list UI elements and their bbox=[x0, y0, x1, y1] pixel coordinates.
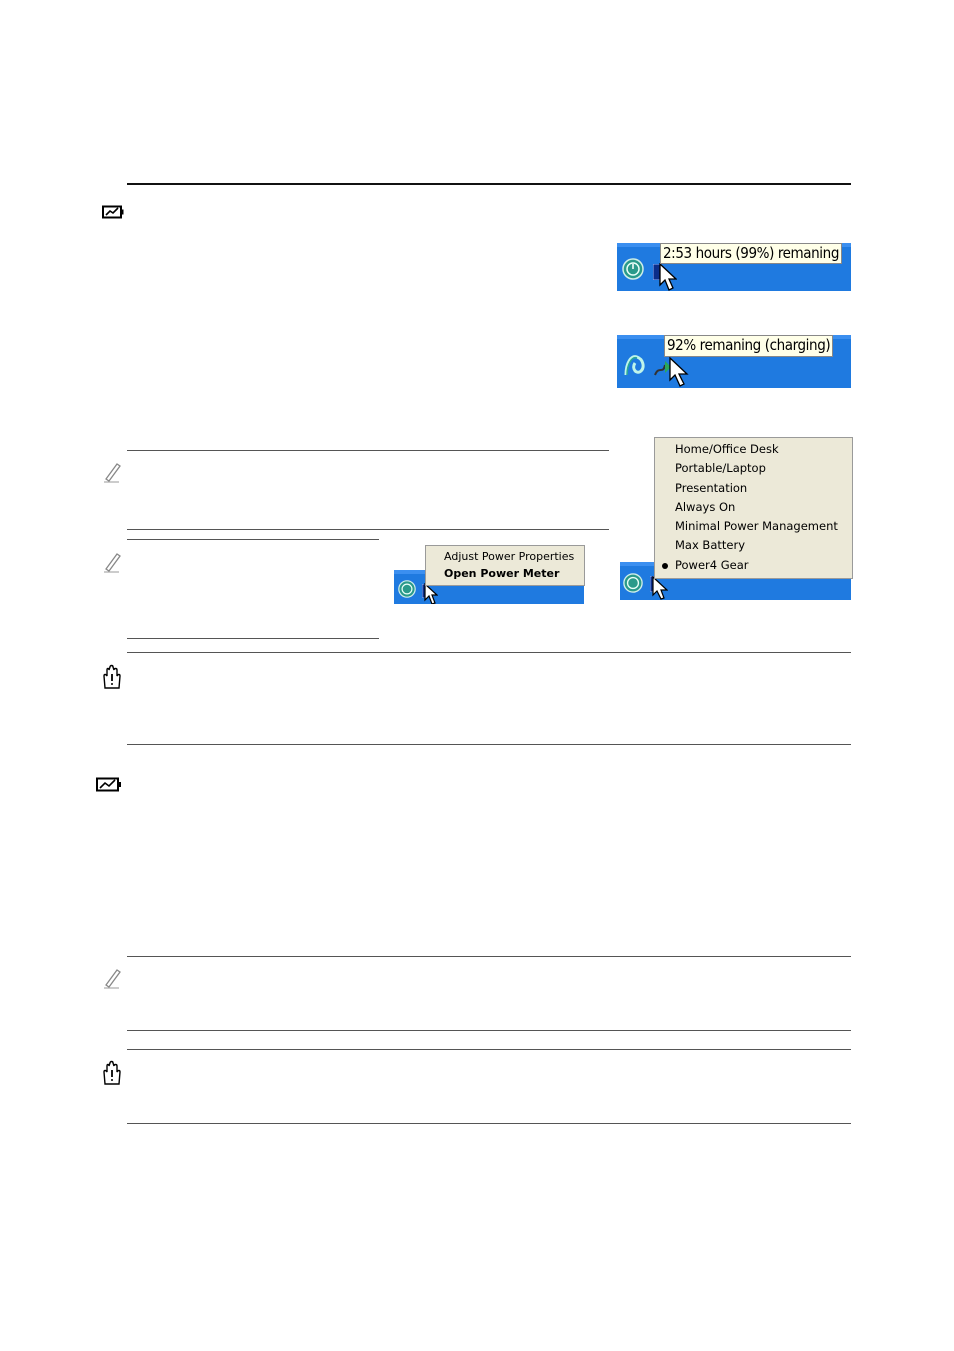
warning-hand-icon bbox=[100, 664, 124, 690]
note-bottom-rule bbox=[127, 529, 609, 530]
note-bottom-rule bbox=[127, 1030, 851, 1031]
menu-item-adjust-power-properties[interactable]: Adjust Power Properties bbox=[444, 550, 575, 563]
menu-item-home-office-desk[interactable]: Home/Office Desk bbox=[675, 442, 779, 456]
pen-note-icon bbox=[102, 967, 122, 989]
pen-note-icon bbox=[102, 461, 122, 483]
note-top-rule bbox=[127, 539, 379, 540]
menu-item-power4-gear[interactable] bbox=[655, 556, 852, 575]
warning-top-rule bbox=[127, 652, 851, 653]
mouse-cursor-icon bbox=[669, 357, 689, 387]
clock-tray-icon[interactable] bbox=[622, 258, 644, 280]
battery-icon bbox=[96, 777, 122, 792]
menu-item-open-power-meter[interactable]: Open Power Meter bbox=[444, 567, 560, 580]
menu-item-label: Power4 Gear bbox=[675, 557, 749, 572]
warning-hand-icon bbox=[100, 1060, 124, 1086]
warning-bottom-rule bbox=[127, 744, 851, 745]
power-context-menu bbox=[425, 545, 585, 586]
network-tray-icon[interactable] bbox=[623, 349, 649, 377]
charging-remaining-tooltip: 92% remaning (charging) bbox=[664, 335, 833, 357]
clock-tray-icon[interactable] bbox=[623, 573, 643, 593]
warning-bottom-rule bbox=[127, 1123, 851, 1124]
menu-item-presentation[interactable]: Presentation bbox=[675, 480, 748, 495]
clock-tray-icon[interactable] bbox=[398, 580, 416, 598]
battery-remaining-tooltip: 2:53 hours (99%) remaning bbox=[660, 243, 842, 264]
menu-item-portable-laptop[interactable]: Portable/Laptop bbox=[675, 461, 766, 476]
mouse-cursor-icon bbox=[424, 583, 438, 604]
menu-item-max-battery[interactable]: Max Battery bbox=[675, 538, 745, 553]
mouse-cursor-icon bbox=[659, 263, 677, 291]
note-top-rule bbox=[127, 956, 851, 957]
page-top-rule bbox=[127, 183, 851, 185]
menu-item-minimal-power-management[interactable]: Minimal Power Management bbox=[675, 519, 838, 534]
note-top-rule bbox=[127, 450, 609, 451]
warning-top-rule bbox=[127, 1049, 851, 1050]
menu-item-always-on[interactable]: Always On bbox=[675, 499, 736, 514]
selected-bullet-icon bbox=[662, 563, 668, 569]
power-mode-menu bbox=[654, 437, 853, 579]
battery-icon bbox=[102, 205, 124, 219]
pen-note-icon bbox=[102, 551, 122, 573]
note-bottom-rule bbox=[127, 638, 379, 639]
mouse-cursor-icon bbox=[652, 576, 668, 600]
